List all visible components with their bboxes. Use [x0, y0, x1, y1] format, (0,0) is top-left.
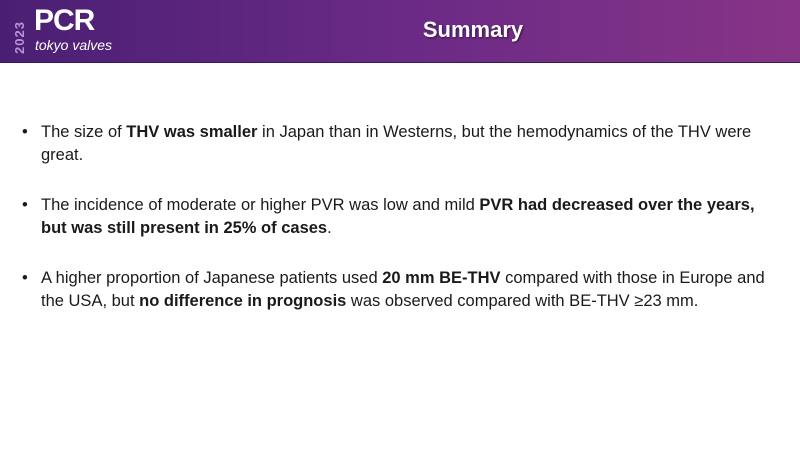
bullet-item	[22, 267, 772, 313]
bullet-marker: •	[22, 196, 28, 214]
logo-text: PCR	[34, 4, 95, 37]
slide-title: Summary	[422, 17, 524, 42]
bullet-text: was observed compared with BE-THV ≥23 mm.	[346, 292, 699, 310]
bullet-marker: •	[22, 269, 28, 287]
logo-subtitle: tokyo valves	[35, 37, 113, 53]
bullet-text-bold: no difference in prognosis	[139, 292, 347, 310]
bullet-marker: •	[22, 123, 28, 141]
bullet-text: A higher proportion of Japanese patients used	[41, 269, 383, 287]
bullet-item	[22, 121, 772, 167]
header-bar	[0, 0, 800, 63]
bullet-list	[22, 121, 772, 340]
bullet-text: .	[327, 219, 332, 237]
bullet-text-bold: PVR had decreased over the years, but was still present in 25% of cases	[41, 196, 755, 237]
year-label: 2023	[12, 21, 27, 54]
bullet-text-bold: 20 mm BE-THV	[382, 269, 501, 287]
bullet-text: in Japan than in Westerns, but the hemodynamics of the THV were great.	[41, 123, 752, 164]
bullet-item	[22, 194, 772, 240]
bullet-text: compared with those in Europe and the USA, but	[41, 269, 765, 310]
bullet-text-bold: THV was smaller	[126, 123, 258, 141]
bullet-text: The incidence of moderate or higher PVR was low and mild	[41, 196, 480, 214]
bullet-text: The size of	[41, 123, 127, 141]
